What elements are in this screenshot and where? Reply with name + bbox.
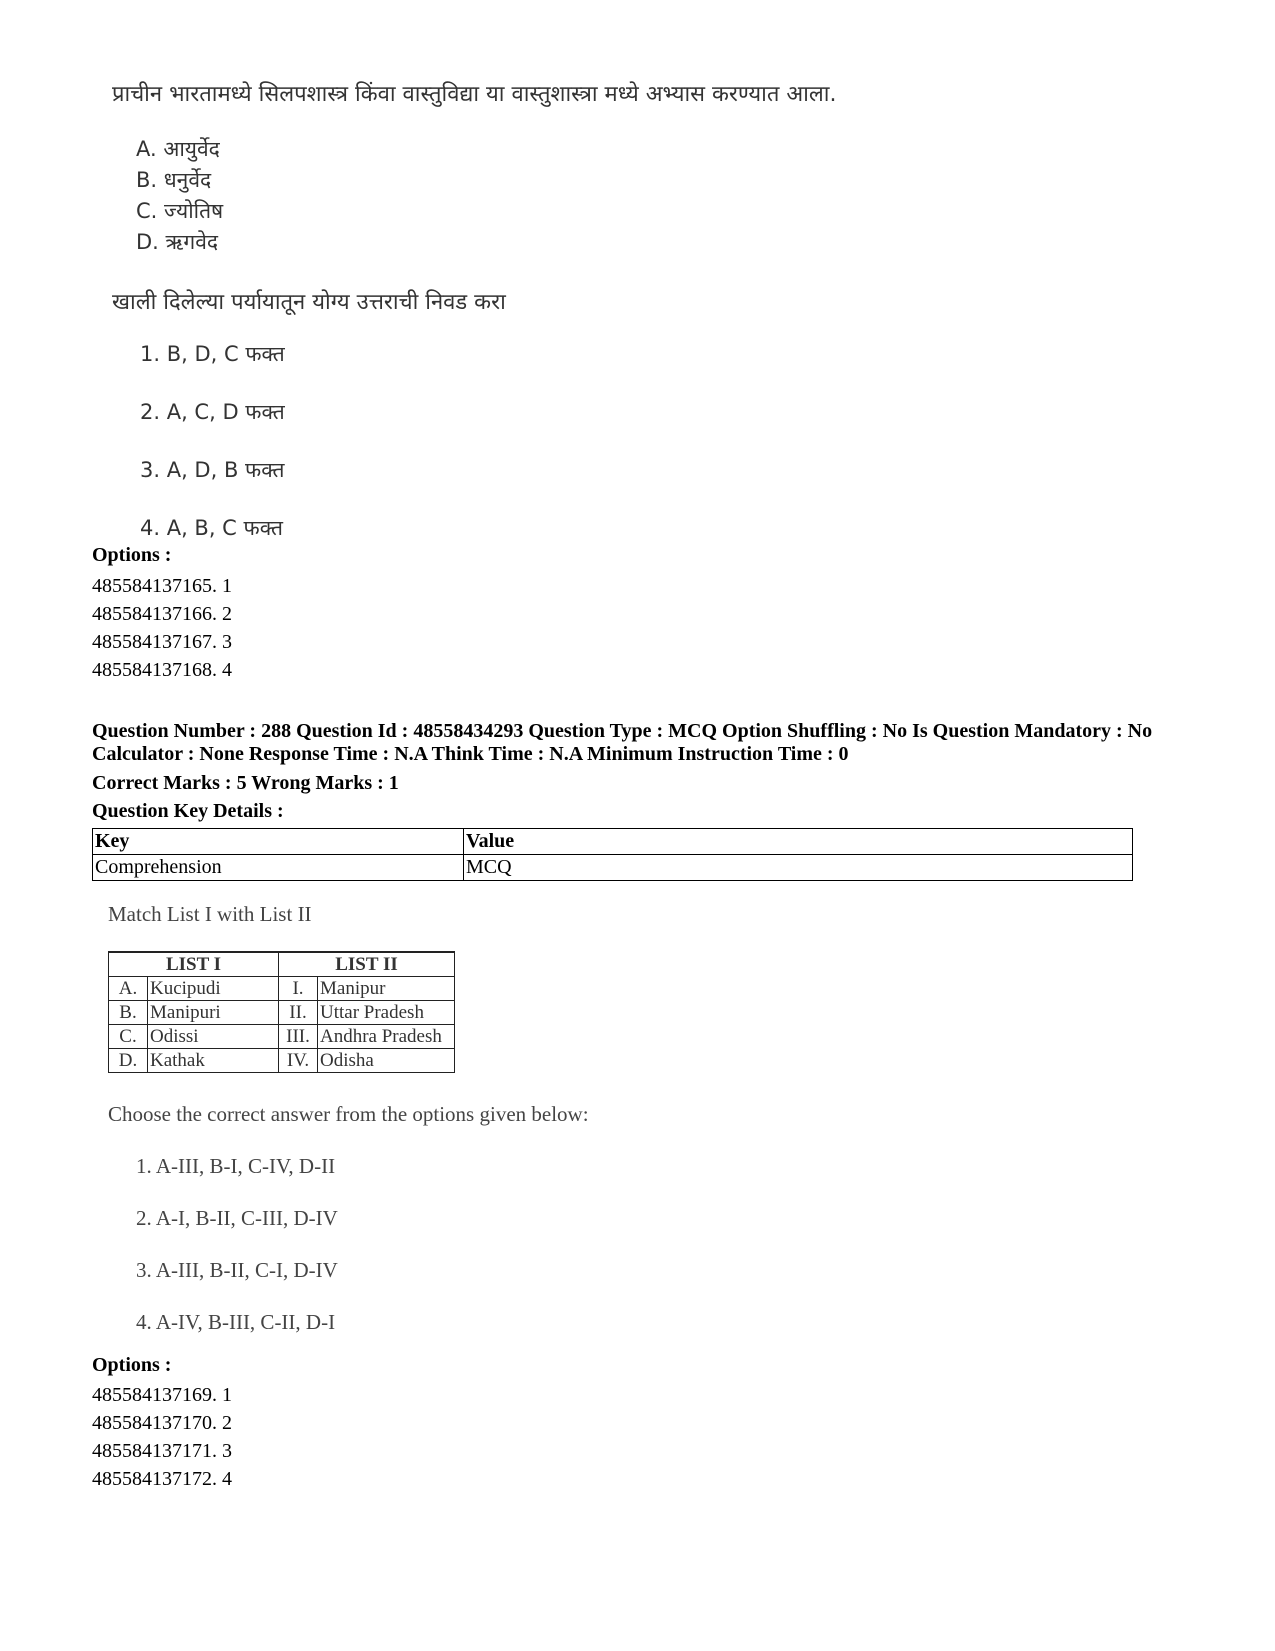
q1-answer-list [140, 340, 285, 572]
table-row [109, 1049, 455, 1073]
option-item: 485584137172. 4 [92, 1468, 232, 1490]
list2-item: Manipur [318, 977, 455, 1001]
list2-item: Uttar Pradesh [318, 1001, 455, 1025]
q2-marks: Correct Marks : 5 Wrong Marks : 1 [92, 772, 399, 794]
list2-header: LIST II [279, 952, 455, 977]
option-item: 485584137168. 4 [92, 659, 232, 681]
q2-answer: 2. A-I, B-II, C-III, D-IV [136, 1206, 338, 1230]
match-header-row [109, 952, 455, 977]
q2-answer: 3. A-III, B-II, C-I, D-IV [136, 1258, 338, 1282]
table-header-row [93, 829, 1133, 855]
list2-label: IV. [279, 1049, 318, 1073]
value-header: Value [464, 829, 1133, 855]
q1-choice: B. धनुर्वेद [136, 168, 212, 192]
list1-label: D. [109, 1049, 148, 1073]
table-row [109, 1001, 455, 1025]
list2-item: Andhra Pradesh [318, 1025, 455, 1049]
option-item: 485584137169. 1 [92, 1384, 232, 1406]
q2-key-details-heading: Question Key Details : [92, 800, 284, 822]
list1-item: Manipuri [148, 1001, 279, 1025]
key-header: Key [93, 829, 464, 855]
table-row [109, 977, 455, 1001]
list2-label: II. [279, 1001, 318, 1025]
option-item: 485584137170. 2 [92, 1412, 232, 1434]
q2-answer: 4. A-IV, B-III, C-II, D-I [136, 1310, 336, 1334]
q2-meta: Question Number : 288 Question Id : 48558434293 Question Type : MCQ Option Shuffling : No Is Question Mandatory : No Calculator : None Response Time : N.A Think Time : N.A Minimum Instruction Time : 0 [92, 720, 1153, 765]
q2-options-heading: Options : [92, 1354, 172, 1376]
q1-answer: 1. B, D, C फक्त [140, 342, 285, 366]
option-item: 485584137165. 1 [92, 575, 232, 597]
q1-options-list [92, 572, 232, 684]
table-row [109, 1025, 455, 1049]
option-item: 485584137166. 2 [92, 603, 232, 625]
q2-options-list [92, 1381, 232, 1493]
list2-label: III. [279, 1025, 318, 1049]
option-item: 485584137167. 3 [92, 631, 232, 653]
list1-header: LIST I [109, 952, 279, 977]
list1-label: A. [109, 977, 148, 1001]
match-table [108, 951, 455, 1073]
list1-item: Kucipudi [148, 977, 279, 1001]
q2-stem: Match List I with List II [108, 902, 312, 926]
table-row [93, 855, 1133, 881]
list1-item: Odissi [148, 1025, 279, 1049]
list1-item: Kathak [148, 1049, 279, 1073]
q1-choices [136, 134, 223, 258]
q1-answer: 2. A, C, D फक्त [140, 400, 285, 424]
q2-answer-list [136, 1153, 338, 1361]
option-item: 485584137171. 3 [92, 1440, 232, 1462]
key-cell: Comprehension [93, 855, 464, 881]
q1-choice: D. ऋगवेद [136, 230, 219, 254]
q2-instruction: Choose the correct answer from the options given below: [108, 1102, 589, 1126]
q1-answer: 3. A, D, B फक्त [140, 458, 285, 482]
q1-choice: A. आयुर्वेद [136, 137, 220, 161]
value-cell: MCQ [464, 855, 1133, 881]
key-details-table [92, 828, 1133, 881]
q2-answer: 1. A-III, B-I, C-IV, D-II [136, 1154, 336, 1178]
list1-label: B. [109, 1001, 148, 1025]
q1-choice: C. ज्योतिष [136, 199, 224, 223]
list1-label: C. [109, 1025, 148, 1049]
list2-label: I. [279, 977, 318, 1001]
q1-stem: प्राचीन भारतामध्ये सिलपशास्त्र किंवा वास्तुविद्या या वास्तुशास्त्रा मध्ये अभ्यास करण्यात आला. [112, 82, 837, 107]
q1-options-heading: Options : [92, 544, 172, 566]
list2-item: Odisha [318, 1049, 455, 1073]
q1-answer: 4. A, B, C फक्त [140, 516, 283, 540]
q1-instruction: खाली दिलेल्या पर्यायातून योग्य उत्तराची निवड करा [112, 290, 506, 315]
